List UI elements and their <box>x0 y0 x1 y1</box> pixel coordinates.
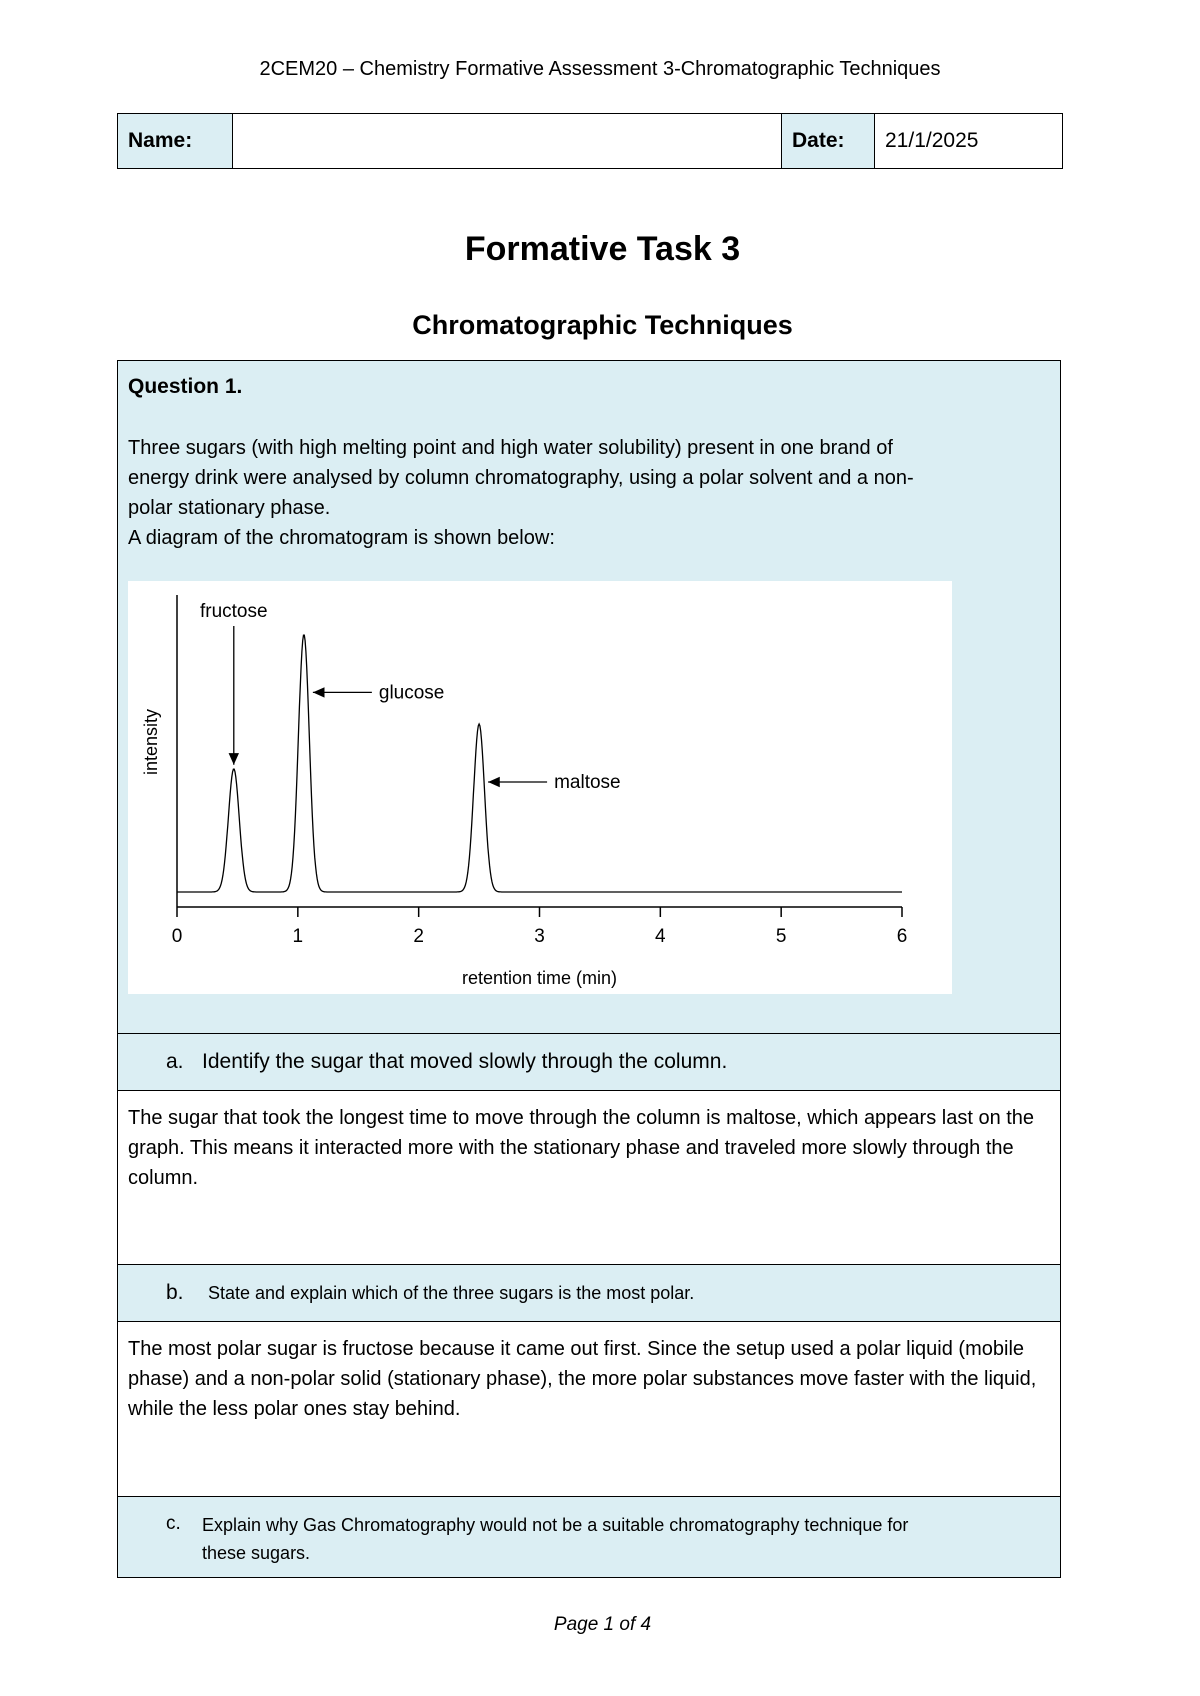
document-header: 2CEM20 – Chemistry Formative Assessment 3-Chromatographic Techniques <box>259 58 941 80</box>
x-tick-label: 4 <box>655 926 666 947</box>
page-subtitle: Chromatographic Techniques <box>412 310 793 340</box>
part-c-label: c. <box>166 1513 181 1534</box>
part-a-question: Identify the sugar that moved slowly through the column. <box>202 1050 728 1073</box>
part-c-question <box>202 1511 908 1567</box>
part-a-answer-box[interactable] <box>117 1090 1061 1265</box>
part-b-question: State and explain which of the three sugars is the most polar. <box>208 1283 695 1303</box>
peak-label-glucose: glucose <box>378 682 445 704</box>
page-title: Formative Task 3 <box>464 230 741 268</box>
question-1-line: energy drink were analysed by column chromatography, using a polar solvent and a non- <box>128 467 914 489</box>
question-1-heading: Question 1. <box>128 375 243 398</box>
x-axis-label: retention time (min) <box>461 968 618 988</box>
part-b-answer: The most polar sugar is fructose because it came out first. Since the setup used a polar liquid (mobile phase) and a non-polar solid (stationary phase), the more polar substances move faster with the liquid, while the less polar ones stay behind. <box>128 1338 1037 1420</box>
part-a-answer: The sugar that took the longest time to move through the column is maltose, which appears last on the graph. This means it interacted more with the stationary phase and traveled more slowly through the column. <box>128 1107 1035 1189</box>
part-c-question-line: Explain why Gas Chromatography would not be a suitable chromatography technique for <box>202 1515 909 1535</box>
x-tick-label: 6 <box>896 926 908 947</box>
part-b-answer-box[interactable] <box>117 1321 1061 1497</box>
name-label: Name: <box>118 114 233 169</box>
part-b-question-box <box>117 1264 1061 1322</box>
x-tick-label: 5 <box>775 926 787 947</box>
question-1-text <box>128 433 1038 553</box>
part-c-question-line: these sugars. <box>202 1543 311 1563</box>
peak-label-fructose: fructose <box>199 601 268 622</box>
question-1-line: A diagram of the chromatogram is shown below: <box>128 527 555 549</box>
page-number: Page 1 of 4 <box>553 1614 652 1635</box>
x-tick-label: 3 <box>534 926 545 947</box>
x-tick-label: 1 <box>292 926 304 947</box>
date-field[interactable]: 21/1/2025 <box>875 114 1063 169</box>
date-label: Date: <box>782 114 875 169</box>
question-1-box <box>117 360 1061 1034</box>
chromatogram-trace <box>177 635 902 892</box>
part-c-question-box <box>117 1496 1061 1578</box>
info-table <box>117 113 1063 169</box>
peak-label-maltose: maltose <box>554 772 621 793</box>
chromatogram-svg <box>128 581 952 994</box>
part-a-label: a. <box>166 1050 184 1073</box>
x-tick-label: 2 <box>413 926 424 947</box>
part-a-question-box <box>117 1033 1061 1091</box>
part-b-label: b. <box>166 1281 184 1304</box>
chromatogram-chart <box>128 581 952 994</box>
question-1-line: polar stationary phase. <box>128 497 331 519</box>
question-1-line: Three sugars (with high melting point and high water solubility) present in one brand of <box>128 437 893 459</box>
y-axis-label: intensity <box>141 708 161 776</box>
name-field[interactable] <box>233 114 782 169</box>
x-tick-label: 0 <box>171 926 183 947</box>
